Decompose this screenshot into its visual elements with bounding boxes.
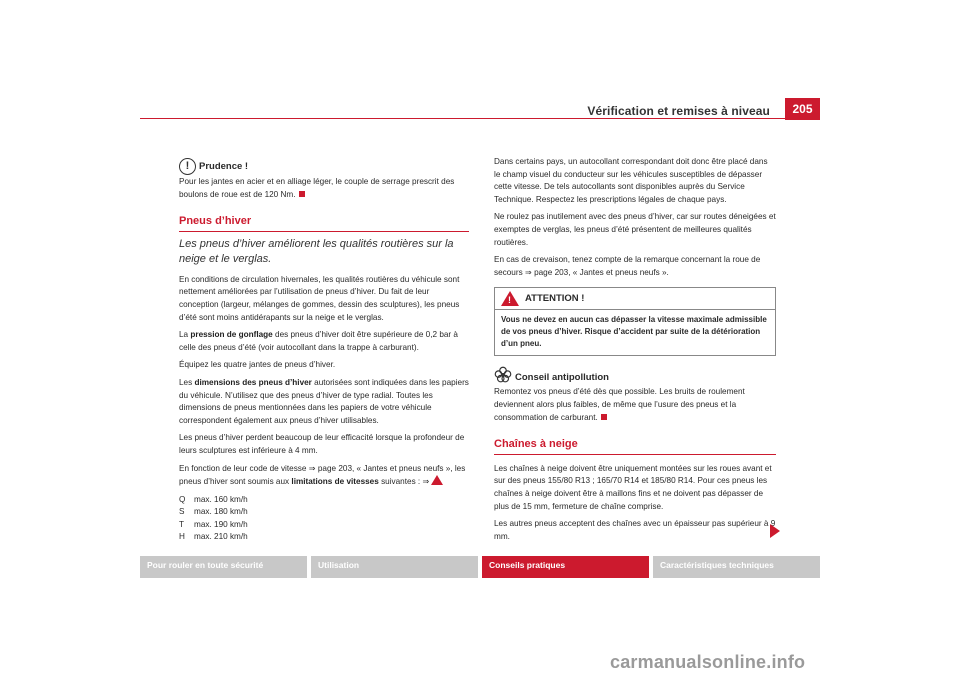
attention-text: Vous ne devez en aucun cas dépasser la vitesse maximale admissible de vos pneus d’hiver. Risque d’accident par suite de la détérioration d’un pneu. [501,315,767,349]
paragraph [179,377,469,427]
text: Les [179,377,195,387]
warning-triangle-icon[interactable] [431,475,443,485]
bold-term: dimensions des pneus d’hiver [194,377,312,387]
speed-code: H [179,532,185,542]
watermark: carmanualsonline.info [610,652,806,672]
text: des pneus d’hiver doit être supérieure de 0,2 bar à celle des pneus d’été (voir autocollant dans la trappe à carburant). [179,330,458,352]
paragraph: Ne roulez pas inutilement avec des pneus d’hiver, car sur routes déneigées et exemptes de verglas, les pneus d’été présentent de meilleures qualités routières. [494,212,776,247]
list-item [179,519,469,532]
paragraph: Les chaînes à neige doivent être uniquement montées sur les roues avant et sur des pneus 155/80 R13 ; 165/70 R14 et 185/80 R14. Pour ces pneus les chaînes à neige doivent être à maillons fins et ne doivent pas dépasser de plus de 15 mm, fermeture de chaîne comprise. [494,463,772,511]
caution-header [179,158,469,175]
warning-triangle-icon: ! [501,291,519,306]
paragraph: Les autres pneus acceptent des chaînes avec un épaisseur pas supérieur à 9 mm. [494,519,776,541]
end-of-section-marker [601,414,607,420]
tab-safety[interactable]: Pour rouler en toute sécurité [140,556,307,578]
flower-eco-icon [494,366,512,384]
speed-value: max. 190 km/h [194,519,248,529]
speed-value: max. 160 km/h [194,494,248,504]
speed-code: Q [179,494,186,504]
tab-practical-tips[interactable]: Conseils pratiques [482,556,649,578]
text: La [179,330,191,340]
eco-title: Conseil antipollution [515,371,609,383]
text: suivantes : ⇒ [378,477,430,487]
caution-text [179,176,469,201]
bold-term: pression de gonflage [190,330,273,340]
bold-term: limitations de vitesses [291,477,379,487]
paragraph [179,463,469,489]
list-item [179,531,469,544]
attention-title: ATTENTION ! [525,292,585,304]
paragraph: Dans certains pays, un autocollant correspondant doit donc être placé dans le champ visuel du conducteur sur les véhicules susceptibles de dépasser cette vitesse. De tels autocollants sont disponibles auprès du Service Technique. Respectez les prescriptions légales de chaque pays. [494,157,768,204]
paragraph: En cas de crevaison, tenez compte de la remarque concernant la roue de secours ⇒ page 203, « Jantes et pneus neufs ». [494,255,761,277]
page-number: 205 [785,98,820,120]
caution-text-content: Pour les jantes en acier et en alliage léger, le couple de serrage prescrit des boulons de roue est de 120 Nm. [179,177,455,199]
left-column [179,158,469,544]
attention-box [494,287,776,356]
caution-title: Prudence ! [199,161,249,173]
list-item [179,506,469,519]
attention-header [495,288,775,310]
speed-value: max. 180 km/h [194,507,248,517]
paragraph: Équipez les quatre jantes de pneus d’hiver. [179,360,336,370]
header-title: Vérification et remises à niveau [587,104,770,118]
end-of-section-marker [299,191,305,197]
right-column [494,156,776,548]
section-title-winter-tyres: Pneus d’hiver [179,215,469,232]
speed-value: max. 210 km/h [194,532,248,542]
header-rule [140,118,785,119]
tab-usage[interactable]: Utilisation [311,556,478,578]
footer-nav [140,556,820,578]
section-subtitle-winter-tyres: Les pneus d’hiver améliorent les qualités routières sur la neige et le verglas. [179,237,454,265]
section-title-snow-chains: Chaînes à neige [494,438,776,455]
speed-code: T [179,519,185,529]
text: autorisées sont indiquées dans les papiers du véhicule. N’utilisez que des pneus d’hiver de type radial. Toutes les dimensions de pneus mentionnées dans les papiers de votre véhicule correspondent également aux pneus d’hiver utilisables. [179,377,469,425]
eco-header [494,366,776,384]
paragraph [179,329,469,354]
list-item [179,494,469,507]
paragraph: En conditions de circulation hivernales, les qualités routières du véhicule sont nettement améliorées par l’utilisation de pneus d’hiver. Du fait de leur conception (largeur, mélanges de gommes, dessin des sculptures), les pneus d’été sont moins antidérapants sur la neige et le verglas. [179,274,460,322]
eco-text [494,386,776,424]
speed-limit-list [179,494,469,544]
exclamation-circle-icon: ! [179,158,196,175]
speed-code: S [179,507,185,517]
next-page-arrow-icon[interactable] [770,524,780,538]
eco-text-content: Remontez vos pneus d’été dès que possible. Les bruits de roulement deviennent alors plus faibles, de même que l’usure des pneus et la consommation de carburant. [494,387,745,422]
paragraph: Les pneus d’hiver perdent beaucoup de leur efficacité lorsque la profondeur de leurs sculptures est inférieure à 4 mm. [179,433,465,455]
tab-technical-specs[interactable]: Caractéristiques techniques [653,556,820,578]
text: En fonction de leur code de vitesse ⇒ page 203, « Jantes et pneus neufs », les pneus d’hiver sont soumis aux [179,463,466,487]
